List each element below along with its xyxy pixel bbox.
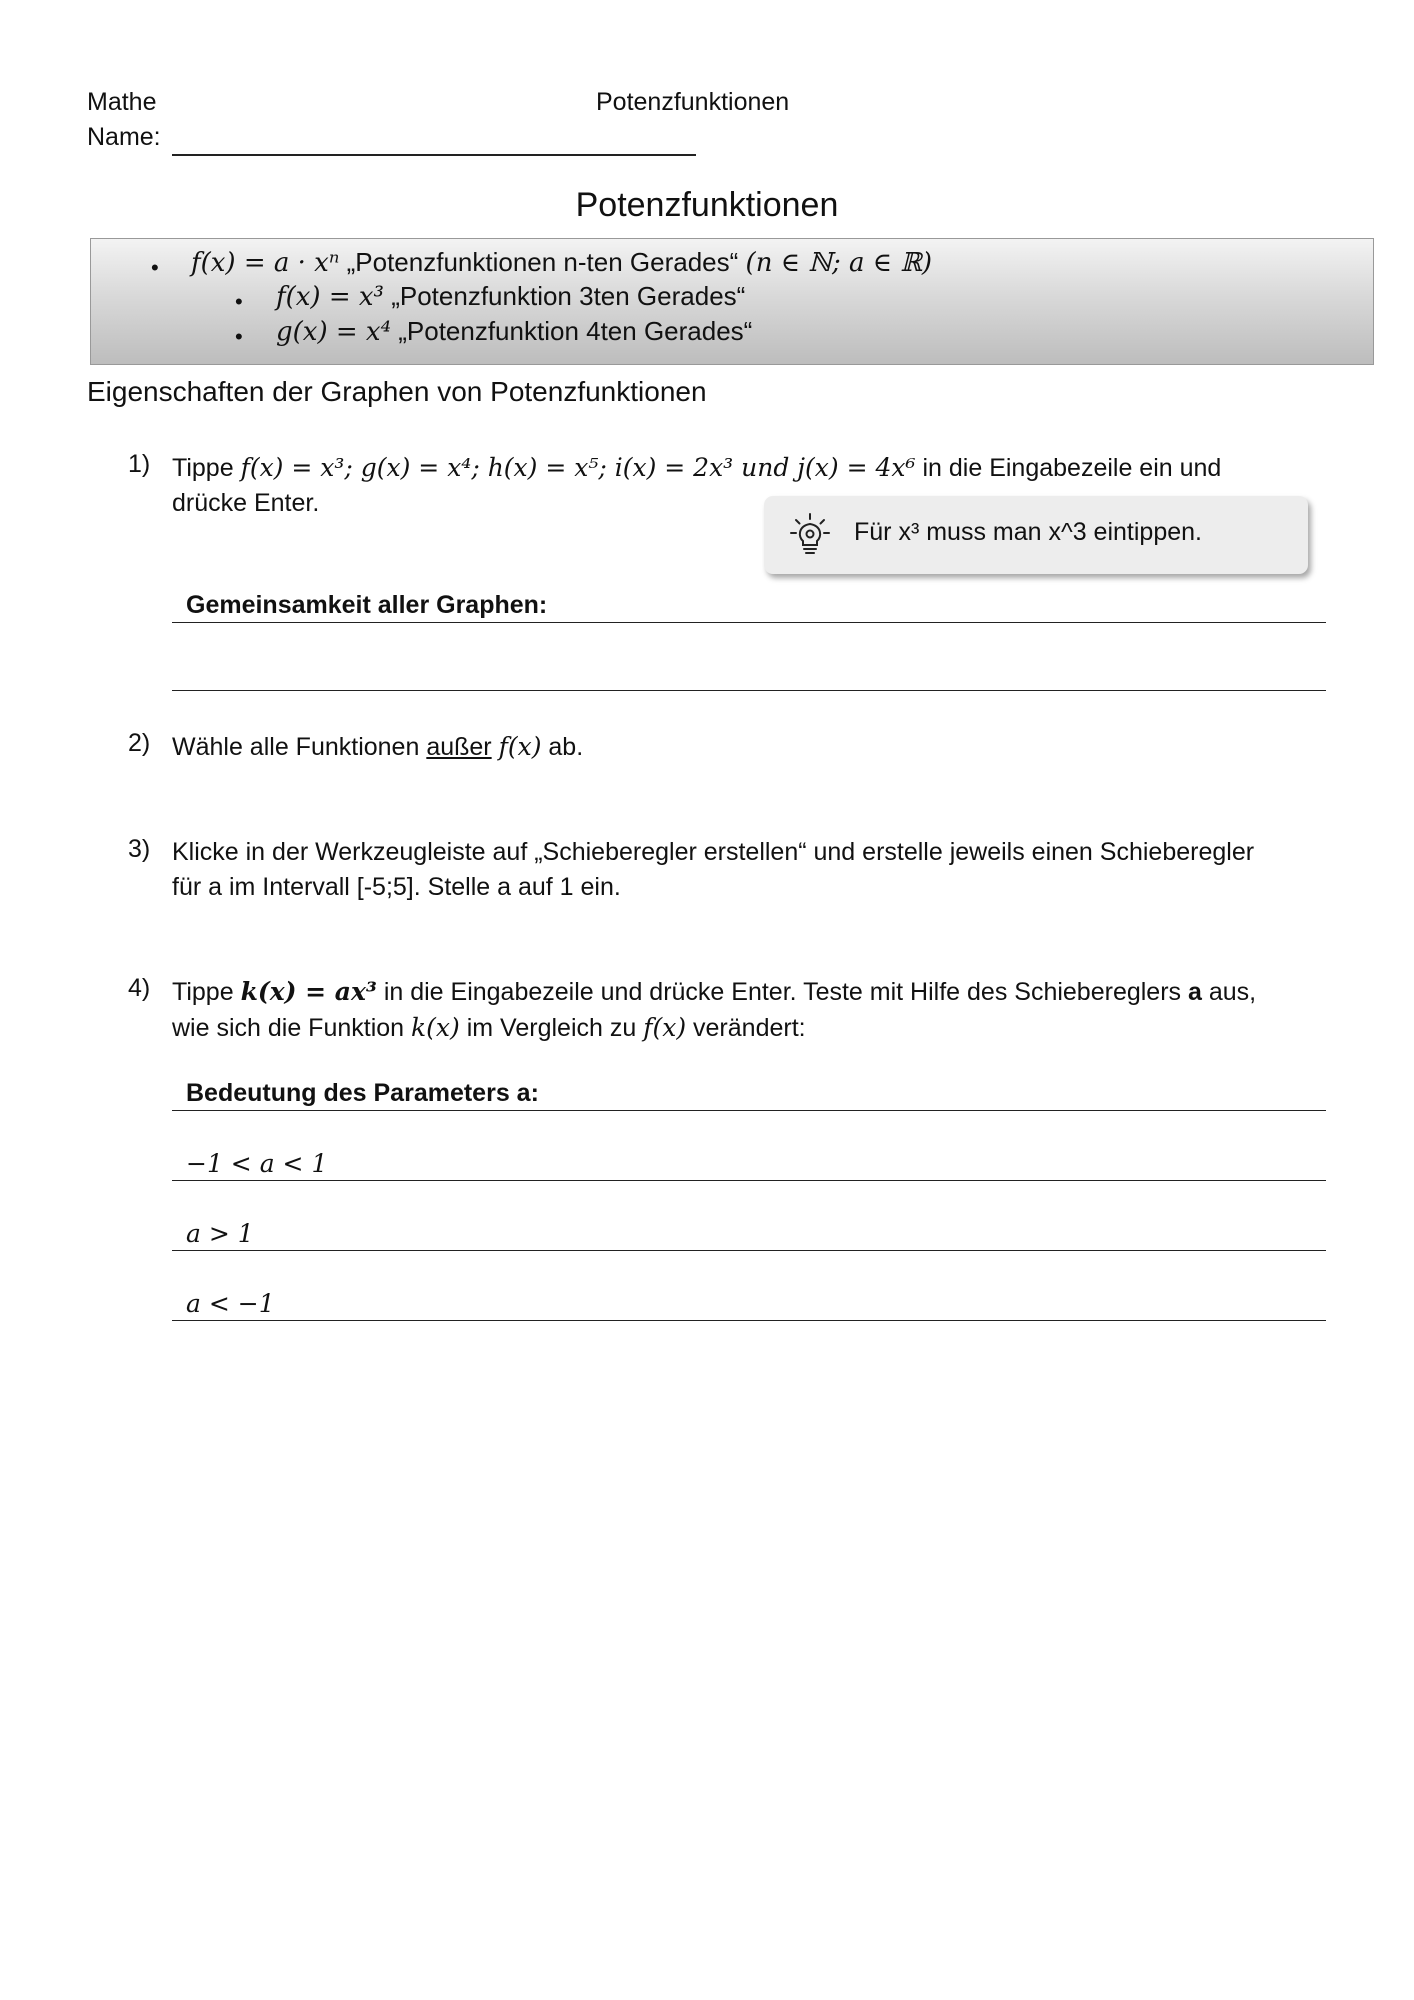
- task-number: 1): [128, 450, 151, 478]
- task-formula-f: f(x): [643, 1013, 687, 1042]
- task-3-text: [172, 835, 1322, 905]
- case-label: −1 < a < 1: [186, 1149, 328, 1178]
- definition-formula: f(x) = x³: [276, 282, 384, 312]
- page-title: Potenzfunktionen: [575, 186, 839, 224]
- task-formula-k: k(x): [411, 1013, 460, 1042]
- hint-box: [764, 496, 1308, 574]
- task-2-text: [172, 729, 1322, 765]
- answer-line-parameter[interactable]: [172, 1070, 1326, 1111]
- definition-text: „Potenzfunktion 3ten Gerades“: [391, 281, 746, 311]
- answer-line-1[interactable]: [172, 586, 1326, 623]
- definition-formula: g(x) = x⁴: [276, 317, 391, 347]
- answer-line-case-2[interactable]: [172, 1210, 1326, 1251]
- definition-row-cubic: [276, 281, 745, 312]
- task-number: 3): [128, 835, 151, 863]
- header-topic: Potenzfunktionen: [596, 88, 790, 116]
- case-label: a > 1: [186, 1219, 254, 1248]
- answer-line-2[interactable]: [172, 640, 1326, 691]
- task-formula: f(x): [498, 732, 542, 761]
- hint-text: Für x³ muss man x^3 eintippen.: [854, 518, 1202, 546]
- task-prefix: Tippe: [172, 978, 234, 1006]
- task-line-2: drücke Enter.: [172, 489, 320, 517]
- header-subject: Mathe: [87, 88, 157, 116]
- task-formula: k(x) = ax³: [240, 977, 377, 1006]
- task-line-2: für a im Intervall [-5;5]. Stelle a auf 1 ein.: [172, 873, 621, 901]
- definition-domain: (n ∈ ℕ; a ∈ ℝ): [745, 248, 933, 278]
- answer-label: Bedeutung des Parameters a:: [186, 1079, 539, 1107]
- task-formula: f(x) = x³; g(x) = x⁴; h(x) = x⁵; i(x) = 2x³ und j(x) = 4x⁶: [240, 453, 916, 482]
- task-number: 2): [128, 729, 151, 757]
- task-text-after: ab.: [548, 733, 584, 761]
- name-input-line[interactable]: [172, 154, 696, 156]
- definition-formula: f(x) = a · xⁿ: [191, 248, 340, 278]
- task-number: 4): [128, 974, 151, 1002]
- bullet: •: [151, 255, 159, 280]
- bullet: •: [235, 324, 243, 349]
- answer-label: Gemeinsamkeit aller Graphen:: [186, 591, 548, 619]
- task-text: verändert:: [693, 1014, 806, 1042]
- lightbulb-icon: [790, 513, 830, 557]
- task-text: im Vergleich zu: [466, 1014, 637, 1042]
- name-label: Name:: [87, 123, 161, 151]
- answer-line-case-3[interactable]: [172, 1280, 1326, 1321]
- task-suffix: aus,: [1208, 978, 1257, 1006]
- task-prefix: Tippe: [172, 454, 234, 482]
- definition-row-general: [191, 247, 932, 278]
- task-line-1: Klicke in der Werkzeugleiste auf „Schieberegler erstellen“ und erstelle jeweils einen Schieberegler: [172, 838, 1255, 866]
- definition-text: „Potenzfunktion 4ten Gerades“: [398, 316, 753, 346]
- definition-text: „Potenzfunktionen n-ten Gerades“: [346, 247, 739, 277]
- task-text: wie sich die Funktion: [172, 1014, 405, 1042]
- task-text-before: Wähle alle Funktionen: [172, 733, 420, 761]
- task-underlined-word: außer: [426, 733, 492, 761]
- task-suffix: in die Eingabezeile ein und: [922, 454, 1222, 482]
- case-label: a < −1: [186, 1289, 275, 1318]
- task-parameter-a: a: [1187, 978, 1202, 1006]
- section-heading: Eigenschaften der Graphen von Potenzfunktionen: [87, 376, 707, 407]
- task-middle: in die Eingabezeile und drücke Enter. Teste mit Hilfe des Schiebereglers: [383, 978, 1182, 1006]
- task-4-text: [172, 974, 1322, 1046]
- definition-row-quartic: [276, 316, 752, 347]
- bullet: •: [235, 289, 243, 314]
- answer-line-case-1[interactable]: [172, 1140, 1326, 1181]
- definition-box: [90, 238, 1374, 365]
